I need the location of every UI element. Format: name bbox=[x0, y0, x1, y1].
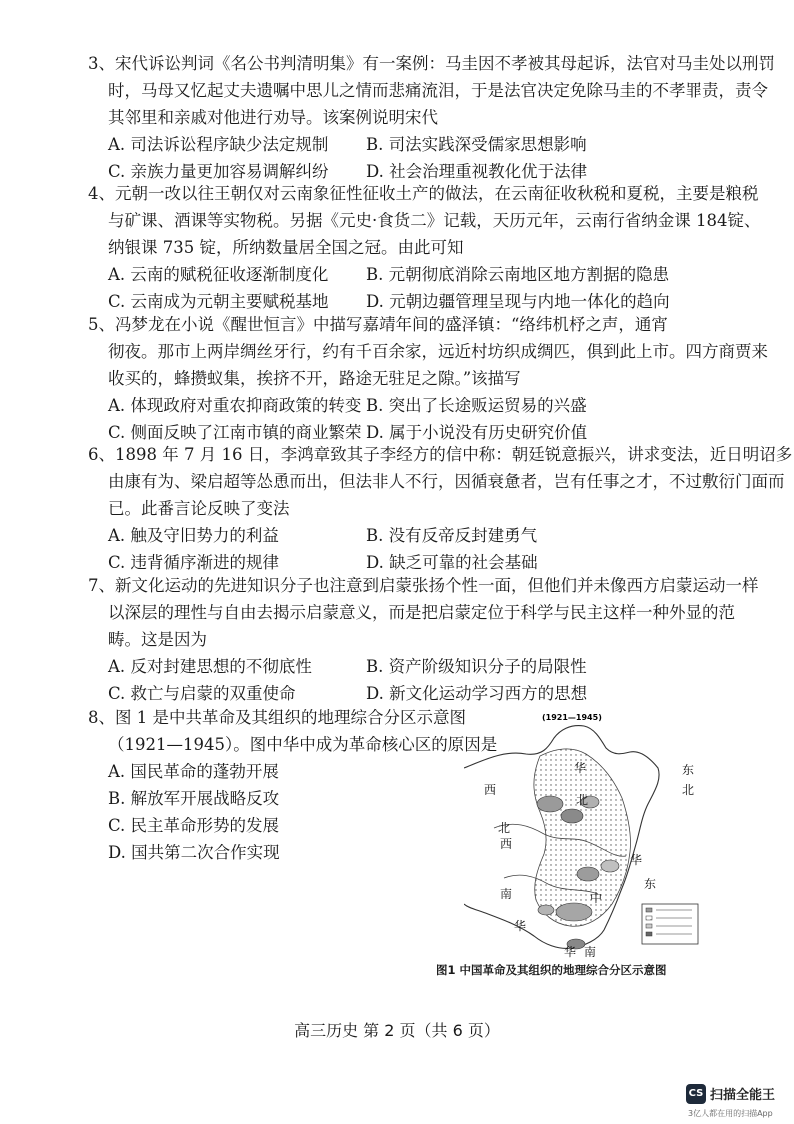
options bbox=[108, 758, 488, 866]
question-7 bbox=[88, 572, 759, 707]
option-b[interactable]: B. 突出了长途贩运贸易的兴盛 bbox=[366, 396, 587, 415]
scanner-tagline: 3亿人都在用的扫描App bbox=[688, 1109, 773, 1118]
question-3 bbox=[88, 50, 775, 185]
region-label: 华 bbox=[630, 853, 643, 867]
map-caption: 图1 中国革命及其组织的地理综合分区示意图 bbox=[436, 963, 667, 977]
base-area bbox=[556, 903, 592, 921]
stem-line: 其邻里和亲戚对他进行劝导。该案例说明宋代 bbox=[108, 108, 438, 127]
option-a[interactable]: A. 云南的赋税征收逐渐制度化 bbox=[108, 265, 329, 284]
page-footer: 高三历史 第 2 页（共 6 页） bbox=[294, 1021, 500, 1040]
option-c[interactable]: C. 侧面反映了江南市镇的商业繁荣 bbox=[108, 423, 362, 442]
stem-line: 由康有为、梁启超等怂恿而出，但法非人不行，因循衰惫者，岂有任事之才，不过敷衍门面而 bbox=[108, 472, 785, 491]
scanner-name: 扫描全能王 bbox=[710, 1088, 776, 1103]
question-5 bbox=[88, 311, 768, 446]
option-d[interactable]: D. 新文化运动学习西方的思想 bbox=[366, 684, 588, 703]
option-c[interactable]: C. 违背循序渐进的规律 bbox=[108, 553, 280, 572]
region-label: 东 bbox=[682, 763, 695, 777]
option-a[interactable]: A. 司法诉讼程序缺少法定规制 bbox=[108, 135, 329, 154]
question-stem bbox=[88, 180, 761, 261]
options bbox=[108, 653, 708, 707]
base-area bbox=[538, 905, 554, 915]
stem-line: 4、元朝一改以往王朝仅对云南象征性征收土产的做法，在云南征收秋税和夏税，主要是粮税 bbox=[88, 184, 759, 203]
options bbox=[108, 261, 708, 315]
option-d[interactable]: D. 缺乏可靠的社会基础 bbox=[366, 553, 538, 572]
question-stem bbox=[88, 441, 793, 522]
region-label: 华 bbox=[574, 761, 587, 775]
scanner-watermark bbox=[686, 1080, 794, 1120]
option-c[interactable]: C. 救亡与启蒙的双重使命 bbox=[108, 684, 296, 703]
base-area bbox=[537, 796, 563, 812]
dotted-core-zone bbox=[534, 749, 631, 926]
option-b[interactable]: B. 元朝彻底消除云南地区地方割据的隐患 bbox=[366, 265, 670, 284]
option-d[interactable]: D. 元朝边疆管理呈现与内地一体化的趋向 bbox=[366, 292, 670, 311]
stem-line: 收买的，蜂攒蚁集，挨挤不开，路途无驻足之隙。”该描写 bbox=[108, 369, 521, 388]
option-a[interactable]: A. 国民革命的蓬勃开展 bbox=[108, 762, 279, 781]
question-8 bbox=[88, 704, 498, 866]
base-area bbox=[577, 867, 599, 881]
option-c[interactable]: C. 云南成为元朝主要赋税基地 bbox=[108, 292, 329, 311]
stem-line: 7、新文化运动的先进知识分子也注意到启蒙张扬个性一面，但他们并未像西方启蒙运动一样 bbox=[88, 576, 759, 595]
region-label: 华 bbox=[514, 919, 527, 933]
region-label: 北 bbox=[682, 783, 695, 797]
stem-line: 与矿课、酒课等实物税。另据《元史·食货二》记载，天历元年，云南行省纳金课 184锭、 bbox=[108, 211, 761, 230]
region-label: 中 bbox=[590, 891, 603, 905]
option-b[interactable]: B. 司法实践深受儒家思想影响 bbox=[366, 135, 587, 154]
options bbox=[108, 131, 708, 185]
question-6 bbox=[88, 441, 793, 576]
option-d[interactable]: D. 社会治理重视教化优于法律 bbox=[366, 162, 588, 181]
region-label: 北 bbox=[498, 821, 511, 835]
region-label: 华 bbox=[564, 945, 577, 959]
stem-line: 以深层的理性与自由去揭示启蒙意义，而是把启蒙定位于科学与民主这样一种外显的范 bbox=[108, 603, 735, 622]
stem-line: 6、1898 年 7 月 16 日，李鸿章致其子李经方的信中称：朝廷锐意振兴，讲求变法，近日明诏多 bbox=[88, 445, 793, 464]
region-label: 北 bbox=[576, 793, 589, 807]
region-label: 南 bbox=[500, 887, 513, 901]
region-label: 西 bbox=[484, 783, 497, 797]
options bbox=[108, 392, 708, 446]
option-a[interactable]: A. 触及守旧势力的利益 bbox=[108, 526, 279, 545]
option-b[interactable]: B. 资产阶级知识分子的局限性 bbox=[366, 657, 587, 676]
question-stem bbox=[88, 50, 775, 131]
stem-line: 已。此番言论反映了变法 bbox=[108, 499, 290, 518]
stem-line: （1921—1945）。图中华中成为革命核心区的原因是 bbox=[108, 735, 498, 754]
stem-line: 畴。这是因为 bbox=[108, 630, 207, 649]
scanner-logo-icon: CS bbox=[686, 1084, 706, 1104]
stem-line: 5、冯梦龙在小说《醒世恒言》中描写嘉靖年间的盛泽镇：“络纬机杼之声，通宵 bbox=[88, 315, 668, 334]
stem-line: 时，马母又忆起丈夫遗嘱中思儿之情而悲痛流泪，于是法官决定免除马圭的不孝罪责，责令 bbox=[108, 81, 768, 100]
option-a[interactable]: A. 体现政府对重农抑商政策的转变 bbox=[108, 396, 362, 415]
option-b[interactable]: B. 解放军开展战略反攻 bbox=[108, 789, 280, 808]
revolution-region-map bbox=[464, 708, 702, 960]
stem-line: 3、宋代诉讼判词《名公书判清明集》有一案例：马圭因不孝被其母起诉，法官对马圭处以刑罚 bbox=[88, 54, 775, 73]
question-stem bbox=[88, 311, 768, 392]
option-d[interactable]: D. 国共第二次合作实现 bbox=[108, 843, 280, 862]
stem-line: 纳银课 735 锭，所纳数量居全国之冠。由此可知 bbox=[108, 238, 464, 257]
question-stem bbox=[88, 572, 759, 653]
stem-line: 8、图 1 是中共革命及其组织的地理综合分区示意图 bbox=[88, 708, 466, 727]
question-4 bbox=[88, 180, 761, 315]
base-area bbox=[561, 809, 583, 823]
option-b[interactable]: B. 没有反帝反封建勇气 bbox=[366, 526, 538, 545]
map-years: (1921—1945) bbox=[542, 713, 602, 722]
option-a[interactable]: A. 反对封建思想的不彻底性 bbox=[108, 657, 312, 676]
option-c[interactable]: C. 亲族力量更加容易调解纠纷 bbox=[108, 162, 329, 181]
options bbox=[108, 522, 708, 576]
region-label: 东 bbox=[644, 877, 657, 891]
region-label: 南 bbox=[584, 945, 597, 959]
option-d[interactable]: D. 属于小说没有历史研究价值 bbox=[366, 423, 588, 442]
base-area bbox=[601, 860, 619, 872]
region-label: 西 bbox=[500, 837, 513, 851]
stem-line: 彻夜。那市上两岸绸丝牙行，约有千百余家，远近村坊织成绸匹，俱到此上市。四方商贾来 bbox=[108, 342, 768, 361]
question-stem bbox=[88, 704, 498, 758]
option-c[interactable]: C. 民主革命形势的发展 bbox=[108, 816, 280, 835]
